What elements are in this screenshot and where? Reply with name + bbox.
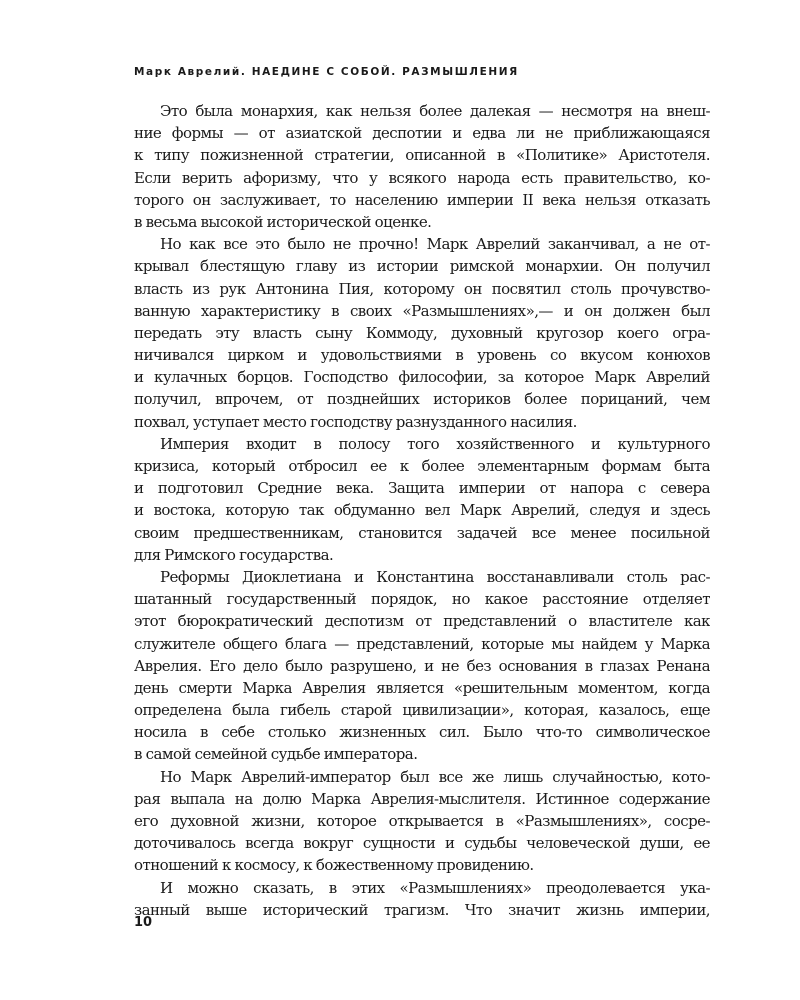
paragraph [134, 877, 710, 921]
text-line: определена была гибель старой цивилизации», которая, казалось, еще [134, 701, 710, 720]
text-line: кризиса, который отбросил ее к более элементарным формам быта [134, 457, 710, 475]
text-line: Но Марк Аврелий-император был все же лишь случайностью, кото- [160, 767, 710, 786]
text-line: власть из рук Антонина Пия, которому он посвятил столь прочувство- [134, 279, 710, 298]
paragraph [134, 233, 710, 433]
text-line: Аврелия. Его дело было разрушено, и не без основания в глазах Ренана [134, 656, 710, 675]
text-line: этот бюрократический деспотизм от представлений о властителе как [134, 612, 710, 631]
text-line: Но как все это было не прочно! Марк Аврелий заканчивал, а не от- [160, 235, 710, 254]
text-line: служителе общего блага — представлений, которые мы найдем у Марка [134, 634, 710, 653]
text-line: крывал блестящую главу из истории римской монархии. Он получил [134, 257, 710, 276]
running-head: Марк Аврелий. НАЕДИНЕ С СОБОЙ. РАЗМЫШЛЕНИЯ [134, 66, 519, 78]
text-line: похвал, уступает место господству разнузданного насилия. [134, 412, 577, 431]
text-line: отношений к космосу, к божественному провидению. [134, 856, 534, 875]
text-line: И можно сказать, в этих «Размышлениях» преодолевается ука- [160, 878, 710, 897]
text-line: рая выпала на долю Марка Аврелия-мыслителя. Истинное содержание [134, 789, 710, 808]
text-line: Это была монархия, как нельзя более далекая — несмотря на внеш- [160, 102, 710, 120]
text-line: получил, впрочем, от позднейших историков более порицаний, чем [134, 390, 710, 409]
text-line: и кулачных борцов. Господство философии, за которое Марк Аврелий [134, 368, 710, 387]
text-line: и подготовил Средние века. Защита империи от напора с севера [134, 479, 710, 498]
text-line: в весьма высокой исторической оценке. [134, 212, 432, 231]
text-line: к типу пожизненной стратегии, описанной в «Политике» Аристотеля. [134, 146, 710, 165]
text-line: шатанный государственный порядок, но какое расстояние отделяет [134, 590, 710, 609]
text-line: в самой семейной судьбе императора. [134, 745, 418, 764]
text-line: занный выше исторический трагизм. Что значит жизнь империи, [134, 900, 710, 919]
paragraph [134, 100, 710, 233]
paragraph [134, 566, 710, 766]
text-line: и востока, которую так обдуманно вел Марк Аврелий, следуя и здесь [134, 501, 710, 520]
text-line: передать эту власть сыну Коммоду, духовный кругозор коего огра- [134, 323, 710, 342]
text-line: своим предшественникам, становится задачей все менее посильной [134, 523, 710, 542]
text-line: его духовной жизни, которое открывается в «Размышлениях», сосре- [134, 812, 710, 830]
text-line: Если верить афоризму, что у всякого народа есть правительство, ко- [134, 168, 710, 187]
text-line: Реформы Диоклетиана и Константина восстанавливали столь рас- [160, 567, 710, 586]
paragraph [134, 766, 710, 877]
text-line: доточивалось всегда вокруг сущности и судьбы человеческой души, ее [134, 834, 710, 853]
text-line: день смерти Марка Аврелия является «решительным моментом, когда [134, 678, 710, 697]
text-line: ничивался цирком и удовольствиями в уровень со вкусом конюхов [134, 346, 710, 365]
text-line: носила в себе столько жизненных сил. Было что-то символическое [134, 723, 710, 742]
text-line: ние формы — от азиатской деспотии и едва ли не приближающаяся [134, 124, 710, 143]
page-number: 10 [134, 915, 153, 930]
text-line: ванную характеристику в своих «Размышлениях»,— и он должен был [134, 301, 710, 320]
body-text [134, 100, 710, 921]
paragraph [134, 433, 710, 566]
text-line: для Римского государства. [134, 545, 334, 564]
text-line: Империя входит в полосу того хозяйственного и культурного [160, 434, 710, 453]
text-line: торого он заслуживает, то населению империи II века нельзя отказать [134, 190, 710, 209]
